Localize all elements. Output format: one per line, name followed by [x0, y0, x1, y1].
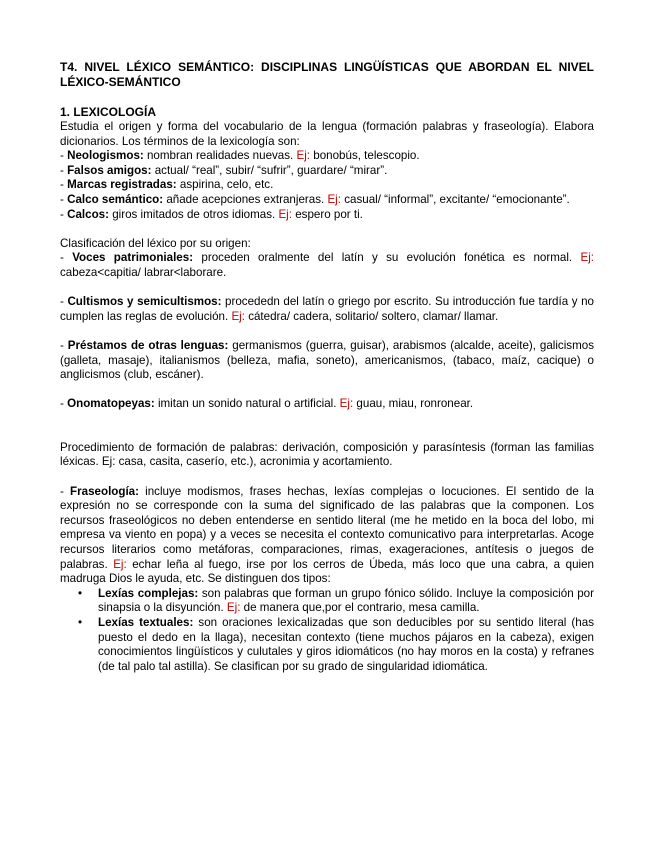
term-cultismos: - Cultismos y semicultismos: procededn del latín o griego por escrito. Su introducción fue tardía y no cumplen las reglas de evolución. Ej: cátedra/ cadera, solitario/ soltero, clamar/ llamar. — [60, 295, 594, 323]
section-heading-lexicologia: 1. LEXICOLOGÍA — [60, 105, 157, 119]
term-voces-patrimoniales: - Voces patrimoniales: proceden oralmente del latín y su evolución fonética es normal. Ej: cabeza<capitia/ labrar<laborare. — [60, 251, 594, 279]
term-fraseologia: - Fraseología: incluye modismos, frases hechas, lexías complejas o locuciones. El sentido de la expresión no se corresponde con la suma del significado de las palabras que la componen. Los recursos fraseológicos no deben entenderse en sentido literal (me he metido en la boca del lobo, mi empresa va viento en popa) y a veces se necesita el contexto comunicativo para interpretarlas. Acoge recursos literarios como metáforas, comparaciones, rimas, exageraciones, antítesis o juegos de palabras. Ej: echar leña al fuego, irse por los cerros de Úbeda, más loco que una cabra, a quien madruga Dios le ayuda, etc. Se distinguen dos tipos: — [60, 484, 594, 586]
clasificacion-intro: Clasificación del léxico por su origen: — [60, 236, 251, 250]
bullet-icon: • — [78, 616, 83, 629]
lexias-list — [60, 587, 594, 675]
document-title: T4. NIVEL LÉXICO SEMÁNTICO: DISCIPLINAS LINGÜÍSTICAS QUE ABORDAN EL NIVEL LÉXICO-SEMÁNTICO — [60, 60, 594, 89]
list-item-lexias-complejas: • Lexías complejas: son palabras que forman un grupo fónico sólido. Incluye la composición por sinapsia o la disyunción. Ej: de manera que,por el contrario, mesa camilla. — [78, 586, 594, 615]
term-neologismos: - Neologismos: nombran realidades nuevas. Ej: bonobús, telescopio. — [60, 149, 420, 163]
term-calcos: - Calcos: giros imitados de otros idiomas. Ej: espero por ti. — [60, 207, 363, 221]
procedimiento-paragraph: Procedimiento de formación de palabras: derivación, composición y parasíntesis (forman las familias léxicas. Ej: casa, casita, caserío, etc.), acronimia y acortamiento. — [60, 440, 594, 469]
bullet-icon: • — [78, 586, 83, 600]
term-falsos-amigos: - Falsos amigos: actual/ “real”, subir/ “sufrir”, guardare/ “mirar”. — [60, 163, 388, 177]
term-marcas-registradas: - Marcas registradas: aspirina, celo, etc. — [60, 178, 274, 192]
term-prestamos: - Préstamos de otras lenguas: germanismos (guerra, guisar), arabismos (alcalde, aceite), galicismos (galleta, masaje), italianismos (belleza, mafia, soneto), americanismos, (tabaco, maíz, cacique) o anglicismos (club, escáner). — [60, 338, 594, 382]
term-calco-semantico: - Calco semántico: añade acepciones extranjeras. Ej: casual/ “informal”, excitante/ “emocionante”. — [60, 192, 570, 206]
term-onomatopeyas: - Onomatopeyas: imitan un sonido natural o artificial. Ej: guau, miau, ronronear. — [60, 397, 474, 411]
document-page — [60, 60, 594, 674]
list-item-lexias-textuales: • Lexías textuales: son oraciones lexicalizadas que son deducibles por su sentido literal (has puesto el dedo en la llaga), necesitan contexto (tiene muchos pájaros en la cabeza), exigen conocimientos lingüísticos y culutales y giros idiomáticos (no hay moros en la costa) y refranes (de tal palo tal astilla). Se clasifican por su grado de singularidad idiomática. — [78, 616, 594, 673]
lexicologia-intro: Estudia el origen y forma del vocabulario de la lengua (formación palabras y fraseología). Elabora dicionarios. Los términos de la lexicología son: — [60, 120, 594, 148]
